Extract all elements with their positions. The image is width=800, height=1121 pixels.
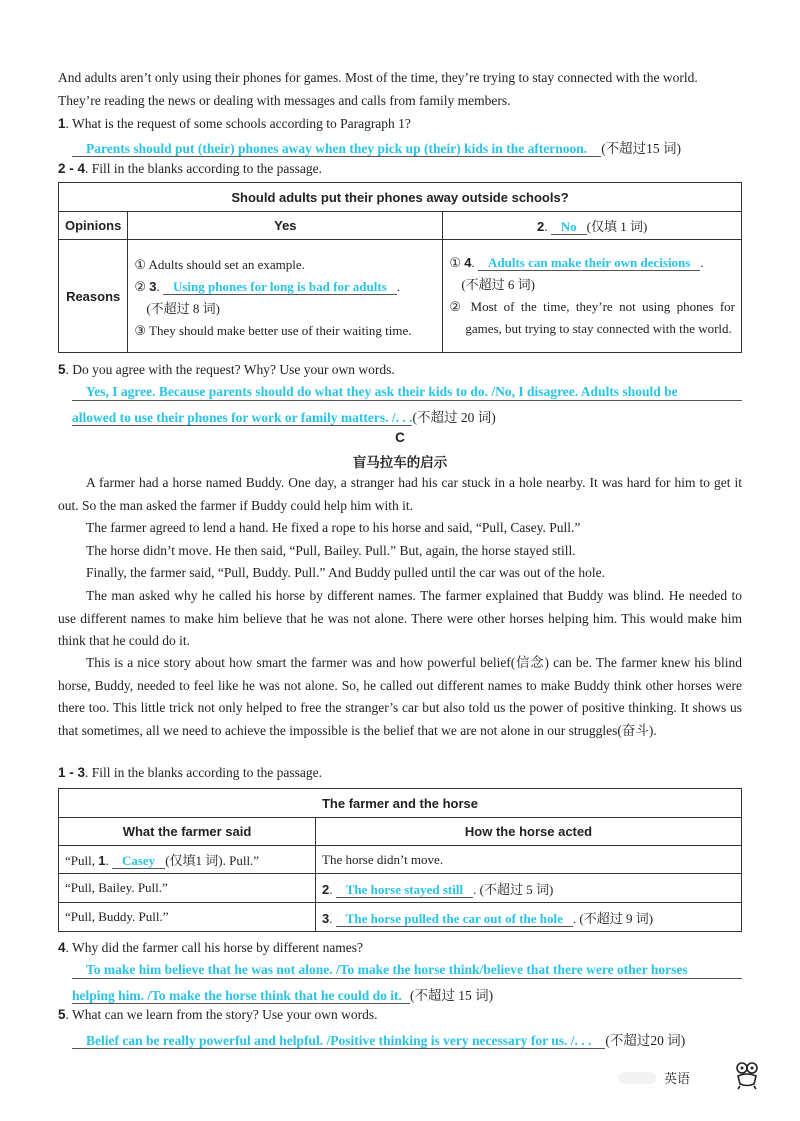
word-limit: (不超过20 词) (605, 1033, 686, 1048)
no-reasons: ① 4. Adults can make their own decisions . (不超过 6 词) ② Most of the time, they’re not using phones for games, but trying to stay connected with the world. (443, 240, 742, 353)
story-paragraph-3: The horse didn’t move. He then said, “Pull, Bailey. Pull.” But, again, the horse stayed still. (86, 543, 576, 558)
question-text: . Fill in the blanks according to the passage. (85, 765, 322, 780)
header-no: 2. No (仅填 1 词) (443, 212, 742, 240)
answer-c4-line2: helping him. /To make the horse think that he could do it. (不超过 15 词) (72, 988, 494, 1003)
answer-c2: The horse stayed still (336, 882, 473, 898)
question-number: 5 (58, 362, 66, 377)
answer-2: No (551, 219, 587, 235)
answer-b5: Yes, I agree. Because parents should do what they ask their kids to do. /No, I disagree. Adults should be (72, 384, 742, 401)
footer-subject: 英语 (664, 1072, 691, 1087)
story-paragraph-1: A farmer had a horse named Buddy. One day, a stranger had his car stuck in a hole nearby. It was hard for him to get it out. So the man asked the farmer if Buddy could help him with it. (58, 475, 742, 513)
header-acted: How the horse acted (316, 818, 742, 846)
answer-c1: Casey (112, 853, 165, 869)
story-paragraph-5: The man asked why he called his horse by different names. The farmer explained that Buddy was blind. He needed to use different names to make him believe that he was not alone. There were other horses helping him. This would make him think that he could do it. (58, 588, 742, 648)
mascot-icon (734, 1060, 760, 1090)
header-opinions: Opinions (59, 212, 128, 240)
word-limit: (不超过 15 词) (409, 988, 494, 1003)
question-b2-4 (58, 161, 322, 177)
story-paragraph-4: Finally, the farmer said, “Pull, Buddy. Pull.” And Buddy pulled until the car was out of the hole. (86, 565, 606, 580)
story-paragraph-2: The farmer agreed to lend a hand. He fixed a rope to his horse and said, “Pull, Casey. Pull.” (86, 520, 581, 535)
question-text: . Why did the farmer call his horse by different names? (65, 940, 364, 955)
question-b5 (58, 362, 395, 378)
yes-reasons: ① Adults should set an example. ② 3. Using phones for long is bad for adults . (不超过 8 词) ③ They should make better use of their waiting time. (128, 240, 443, 353)
row2-acted: 2. The horse stayed still . (不超过 5 词) (316, 874, 742, 903)
word-limit: (不超过 20 词) (412, 410, 496, 425)
footer-decoration (618, 1072, 656, 1084)
opinions-table (58, 182, 742, 353)
answer-c4: To make him believe that he was not alone. /To make the horse think/believe that there were other horses (72, 962, 742, 979)
answer-c3: The horse pulled the car out of the hole (336, 911, 573, 927)
question-number: 4 (58, 940, 66, 955)
intro-line-2: They’re reading the news or dealing with messages and calls from family members. (58, 93, 511, 108)
row1-said: “Pull, 1. Casey (仅填1 词). Pull.” (59, 846, 316, 874)
story-paragraph-6: This is a nice story about how smart the farmer was and how powerful belief(信念) can be. The farmer knew his blind horse, Buddy, needed to feel like he was not alone. So, he called out different names to make Buddy think other horses were there too. This little trick not only helped to free the stranger’s car but also told us the power of positive thinking. It shows us that sometimes, all we need to achieve the impossible is the belief that we are not alone in our struggles(奋斗). (58, 655, 742, 738)
row1-acted: The horse didn’t move. (316, 846, 742, 874)
answer-b5-line2: allowed to use their phones for work or family matters. /. . .(不超过 20 词) (72, 410, 496, 425)
answer-c5: Belief can be really powerful and helpful. /Positive thinking is very necessary for us. /. . . (不超过20 词) (72, 1029, 685, 1049)
question-number: 1 (58, 116, 66, 131)
question-number: 2 - 4 (58, 161, 86, 176)
section-letter: C (395, 430, 405, 445)
section-title: 盲马拉车的启示 (352, 455, 448, 471)
row2-said: “Pull, Bailey. Pull.” (59, 874, 316, 903)
row-reasons: Reasons (59, 240, 128, 353)
header-yes: Yes (128, 212, 443, 240)
table-title: The farmer and the horse (59, 789, 742, 818)
question-c4 (58, 940, 363, 956)
question-number: 1 - 3 (58, 765, 86, 780)
question-text: . Fill in the blanks according to the passage. (85, 161, 322, 176)
question-text: . What can we learn from the story? Use your own words. (65, 1007, 378, 1022)
question-text: . Do you agree with the request? Why? Use your own words. (65, 362, 395, 377)
question-number: 5 (58, 1007, 66, 1022)
answer-3: Using phones for long is bad for adults (163, 279, 397, 295)
answer-text: Parents should put (their) phones away when they pick up (their) kids in the afternoon. (72, 141, 601, 157)
question-c5 (58, 1007, 378, 1023)
word-limit: (不超过15 词) (601, 141, 682, 156)
row3-acted: 3. The horse pulled the car out of the hole . (不超过 9 词) (316, 903, 742, 932)
question-b1 (58, 116, 411, 132)
table-title: Should adults put their phones away outside schools? (59, 183, 742, 212)
answer-b1 (72, 137, 681, 157)
farmer-horse-table (58, 788, 742, 932)
header-said: What the farmer said (59, 818, 316, 846)
intro-line-1: And adults aren’t only using their phones for games. Most of the time, they’re trying to stay connected with the world. (58, 70, 698, 85)
question-text: . What is the request of some schools according to Paragraph 1? (65, 116, 411, 131)
row3-said: “Pull, Buddy. Pull.” (59, 903, 316, 932)
answer-4: Adults can make their own decisions (478, 255, 700, 271)
question-c1-3 (58, 765, 322, 781)
